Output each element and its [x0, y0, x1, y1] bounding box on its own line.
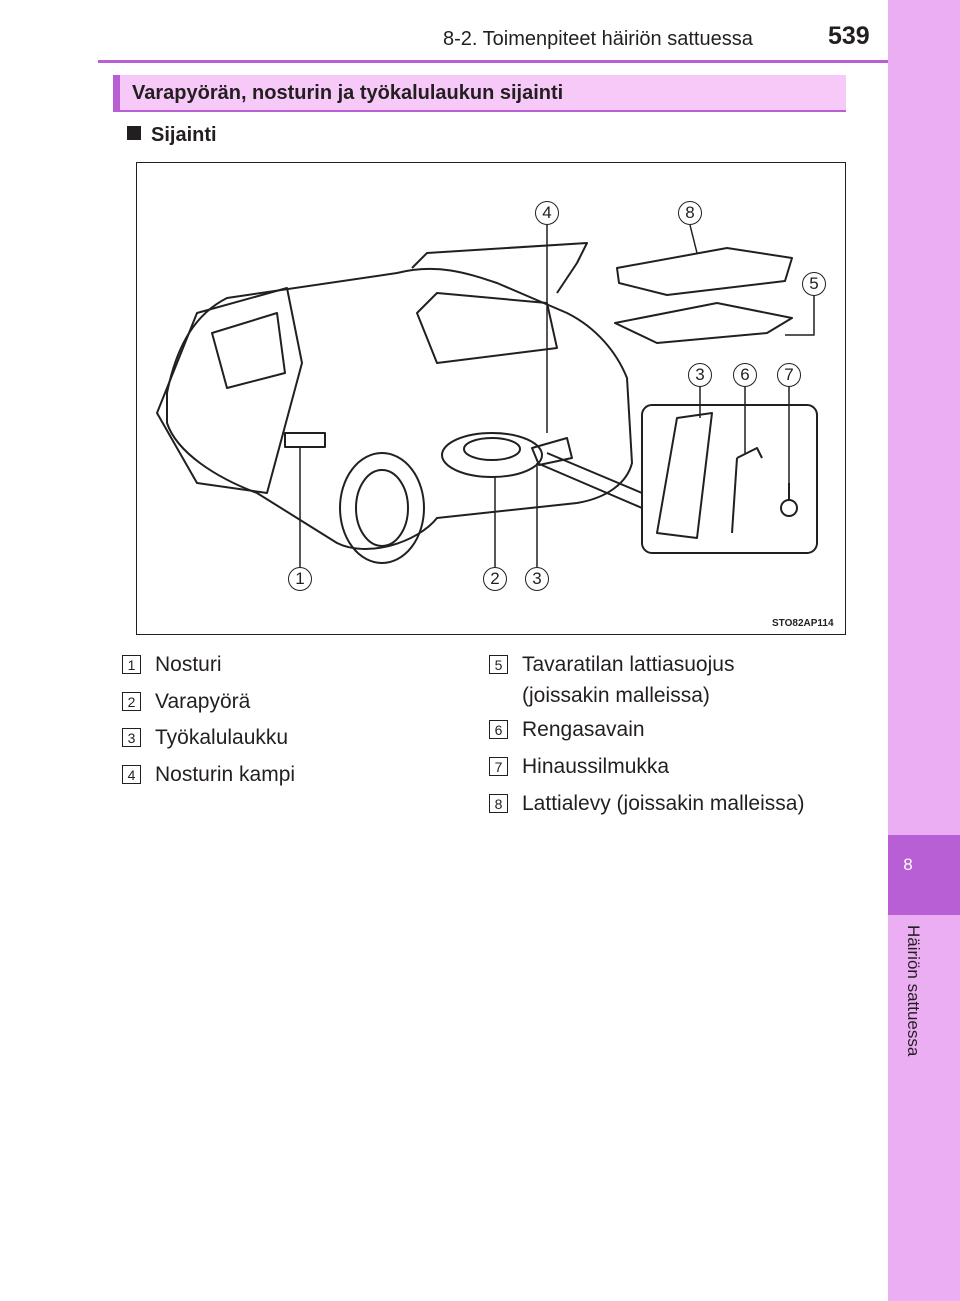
header-rule — [98, 60, 888, 63]
legend-badge-3: 3 — [122, 728, 141, 747]
legend-item-towing-eye: Hinaussilmukka — [522, 755, 670, 778]
legend-badge-8: 8 — [489, 794, 508, 813]
legend-item-jack: Nosturi — [155, 653, 222, 676]
location-illustration — [136, 162, 846, 635]
legend-badge-4: 4 — [122, 765, 141, 784]
side-tab-number: 8 — [903, 855, 913, 874]
door-window — [212, 313, 285, 388]
callout-3-zoom: 3 — [688, 363, 712, 387]
callout-5: 5 — [802, 272, 826, 296]
tailgate — [412, 243, 587, 293]
deck-cover — [615, 303, 792, 343]
callout-3: 3 — [525, 567, 549, 591]
section-title: Varapyörän, nosturin ja työkalulaukun sijainti — [132, 82, 564, 104]
header-title: 8-2. Toimenpiteet häiriön sattuessa — [443, 28, 753, 50]
subheading-text: Sijainti — [151, 124, 217, 146]
legend-item-tool-bag: Työkalulaukku — [155, 726, 289, 749]
callout-7: 7 — [777, 363, 801, 387]
legend-badge-1: 1 — [122, 655, 141, 674]
subheading — [127, 124, 217, 147]
side-tab — [888, 0, 960, 1301]
section-title-bar — [113, 75, 846, 112]
page-number: 539 — [828, 22, 870, 50]
square-bullet-icon — [127, 126, 141, 140]
spare-tire — [442, 433, 542, 477]
side-tab-active-chapter[interactable] — [888, 835, 960, 915]
callout-4: 4 — [535, 201, 559, 225]
legend-item-deck-cover-note: (joissakin malleissa) — [522, 684, 710, 707]
legend-item-spare-tire: Varapyörä — [155, 690, 251, 713]
legend-item-deck-cover: Tavaratilan lattiasuojus — [522, 653, 735, 676]
zoom-towing-eye-ring — [781, 500, 797, 516]
legend-item-wheel-wrench: Rengasavain — [522, 718, 645, 741]
legend-item-floor-board: Lattialevy (joissakin malleissa) — [522, 792, 805, 815]
legend-item-jack-handle: Nosturin kampi — [155, 763, 296, 786]
legend-badge-5: 5 — [489, 655, 508, 674]
zoom-box — [642, 405, 817, 553]
floor-board — [617, 248, 792, 295]
car-body-outline — [167, 269, 632, 549]
car-illustration — [137, 163, 845, 634]
figure-code: STO82AP114 — [772, 618, 834, 629]
rear-wheel-hub — [356, 470, 408, 546]
callout-1: 1 — [288, 567, 312, 591]
legend-badge-6: 6 — [489, 720, 508, 739]
callout-8: 8 — [678, 201, 702, 225]
zoom-tool-bag — [657, 413, 712, 538]
legend-badge-2: 2 — [122, 692, 141, 711]
zoom-wheel-wrench — [732, 448, 762, 533]
side-tab-label: Häiriön sattuessa — [904, 925, 923, 1057]
legend-badge-7: 7 — [489, 757, 508, 776]
jack-shape — [285, 433, 325, 447]
spare-tire-inner — [464, 438, 520, 460]
callout-6: 6 — [733, 363, 757, 387]
cargo-opening — [417, 293, 557, 363]
callout-2: 2 — [483, 567, 507, 591]
open-door — [157, 288, 302, 493]
